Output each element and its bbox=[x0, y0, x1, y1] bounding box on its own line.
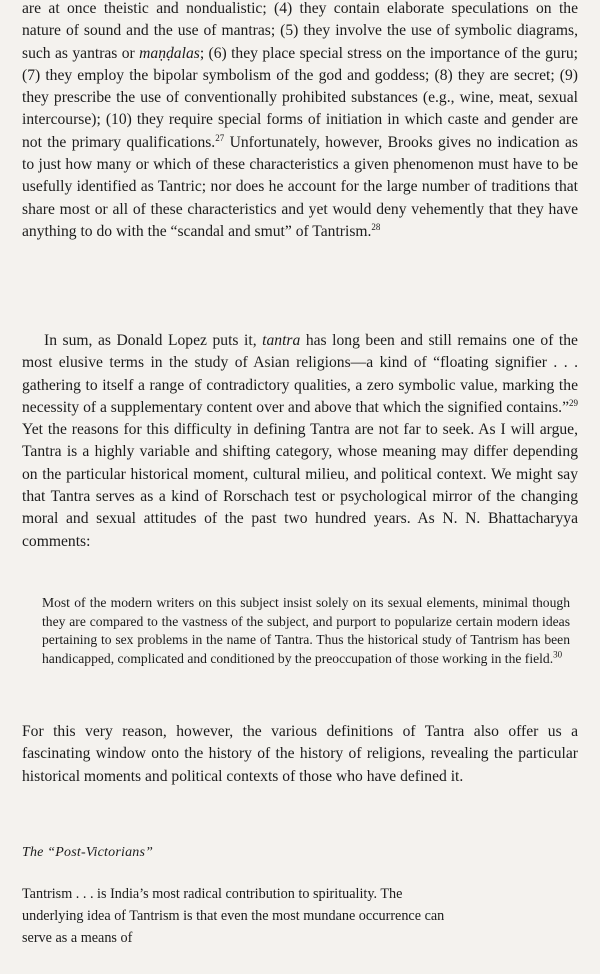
text-span: are at once theistic and nondualistic; (4) they contain elaborate speculations on the nature of sound and the use of mantras; (5) they involve the use of symbolic diagrams, such as yantras or bbox=[22, 0, 578, 62]
footnote-ref: 29 bbox=[569, 397, 578, 408]
text-span: ; (6) they place special stress on the importance of the guru; (7) they employ the bipolar symbolism of the god and goddess; (8) they are secret; (9) they prescribe the use of conventionally prohibited substances (e.g., wine, meat, sexual intercourse); (10) they require special forms of initiation in which caste and gender are not the primary qualifications. bbox=[22, 44, 579, 151]
section-heading: The “Post-Victorians” bbox=[22, 845, 154, 860]
block-quote bbox=[42, 594, 570, 668]
text-span: Unfortunately, however, Brooks gives no indication as to just how many or which of these characteristics a given phenomenon must have to be usefully identified as Tantric; nor does he account for the large number of traditions that share most or all of these characteristics and yet would deny vehemently that they have anything to do with the “scandal and smut” of Tantrism. bbox=[22, 133, 578, 240]
paragraph-characteristics bbox=[22, 0, 578, 243]
paragraph-in-sum bbox=[22, 330, 578, 553]
footnote-ref: 28 bbox=[371, 221, 381, 232]
text-span: has long been and still remains one of the most elusive terms in the study of Asian religions—a kind of “floating signifier . . . gathering to itself a range of contradictory qualities, a zero symbolic value, marking the necessity of a supplementary content over and above that which the signified contains.” bbox=[22, 332, 578, 416]
italic-term: tantra bbox=[262, 332, 301, 349]
italic-term: maṇḍalas bbox=[139, 44, 200, 62]
text-span: In sum, as Donald Lopez puts it, bbox=[44, 332, 263, 349]
quote-text: Most of the modern writers on this subject insist solely on its sexual elements, minimal though they are compared to the vastness of the subject, and purport to popularize certain modern ideas pertaining to sex problems in the name of Tantra. Thus the historical study of Tantrism has been handicapped, complicated and conditioned by the preoccupation of those working in the field. bbox=[42, 595, 570, 666]
epigraph: Tantrism . . . is India’s most radical contribution to spirituality. The underlying idea of Tantrism is that even the most mundane occurrence can serve as a means of bbox=[22, 886, 445, 947]
footnote-ref: 27 bbox=[215, 132, 225, 143]
paragraph-conclusion: For this very reason, however, the various definitions of Tantra also offer us a fascinating window onto the history of the history of religions, revealing the particular historical moments and political contexts of those who have defined it. bbox=[22, 723, 578, 785]
text-span: Yet the reasons for this difficulty in defining Tantra are not far to seek. As I will argue, Tantra is a highly variable and shifting category, whose meaning may differ depending on the particular historical moment, cultural milieu, and political context. We might say that Tantra serves as a kind of Rorschach test or psychological mirror of the changing moral and sexual attitudes of the past two hundred years. As N. N. Bhattacharyya comments: bbox=[22, 421, 578, 550]
footnote-ref: 30 bbox=[553, 649, 563, 660]
